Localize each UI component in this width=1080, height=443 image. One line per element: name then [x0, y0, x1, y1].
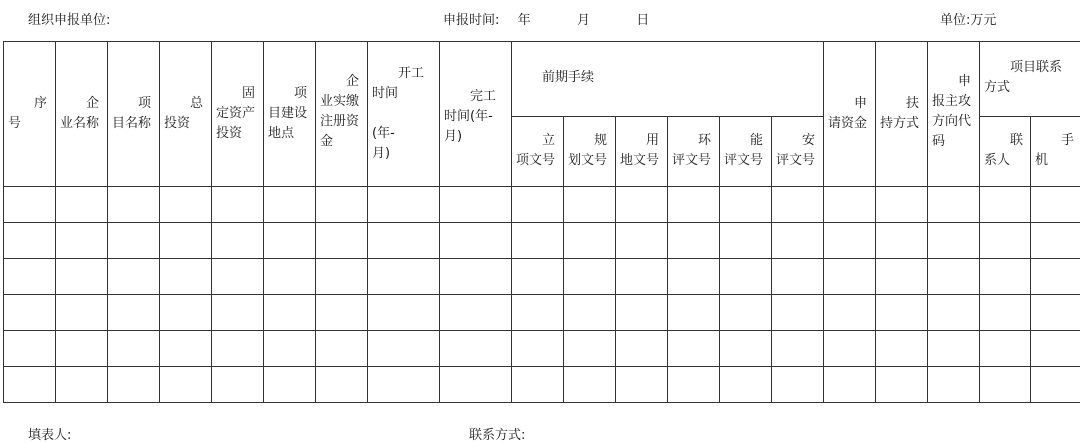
table-cell[interactable]	[876, 295, 928, 331]
table-cell[interactable]	[668, 331, 720, 367]
table-cell[interactable]	[108, 223, 160, 259]
table-cell[interactable]	[720, 223, 772, 259]
table-cell[interactable]	[928, 223, 980, 259]
table-cell[interactable]	[668, 187, 720, 223]
table-cell[interactable]	[616, 187, 668, 223]
table-cell[interactable]	[876, 223, 928, 259]
table-cell[interactable]	[264, 187, 316, 223]
table-cell[interactable]	[368, 295, 440, 331]
table-body	[4, 187, 1080, 403]
table-cell[interactable]	[564, 331, 616, 367]
table-cell[interactable]	[108, 295, 160, 331]
table-cell[interactable]	[4, 367, 56, 403]
table-cell[interactable]	[824, 187, 876, 223]
table-cell[interactable]	[564, 223, 616, 259]
table-cell[interactable]	[512, 223, 564, 259]
table-cell[interactable]	[512, 331, 564, 367]
table-cell[interactable]	[368, 331, 440, 367]
table-cell[interactable]	[980, 187, 1031, 223]
table-row	[4, 223, 1080, 259]
table-cell[interactable]	[928, 331, 980, 367]
table-cell[interactable]	[668, 295, 720, 331]
table-cell[interactable]	[56, 223, 108, 259]
table-cell[interactable]	[160, 295, 212, 331]
table-cell[interactable]	[4, 187, 56, 223]
table-cell[interactable]	[56, 259, 108, 295]
table-cell[interactable]	[316, 259, 368, 295]
table-cell[interactable]	[876, 187, 928, 223]
day-label: 日	[636, 13, 649, 28]
table-cell[interactable]	[316, 367, 368, 403]
report-table	[3, 41, 1080, 403]
col-header-contact-group: 项目联系 方式	[980, 42, 1080, 117]
table-cell[interactable]	[108, 187, 160, 223]
table-cell[interactable]	[440, 187, 512, 223]
table-cell[interactable]	[440, 259, 512, 295]
table-cell[interactable]	[264, 367, 316, 403]
table-cell[interactable]	[720, 187, 772, 223]
col-header-direction-code: 申 报主攻 方向代 码	[928, 42, 980, 187]
table-row	[4, 187, 1080, 223]
col-header-land-no: 用 地文号	[616, 117, 668, 187]
table-cell[interactable]	[824, 367, 876, 403]
table-cell[interactable]	[616, 223, 668, 259]
table-cell[interactable]	[160, 331, 212, 367]
table-cell[interactable]	[212, 187, 264, 223]
table-cell[interactable]	[212, 295, 264, 331]
table-cell[interactable]	[720, 367, 772, 403]
table-cell[interactable]	[668, 223, 720, 259]
table-cell[interactable]	[824, 295, 876, 331]
table-cell[interactable]	[212, 367, 264, 403]
table-cell[interactable]	[564, 367, 616, 403]
table-cell[interactable]	[56, 331, 108, 367]
col-header-start: 开工 时间 (年- 月)	[368, 42, 440, 187]
table-cell[interactable]	[772, 187, 824, 223]
table-cell[interactable]	[160, 367, 212, 403]
table-cell[interactable]	[440, 367, 512, 403]
table-cell[interactable]	[56, 187, 108, 223]
table-cell[interactable]	[368, 259, 440, 295]
table-cell[interactable]	[368, 223, 440, 259]
table-cell[interactable]	[616, 331, 668, 367]
col-header-planning-no: 规 划文号	[564, 117, 616, 187]
col-header-fixed-invest: 固 定资产 投资	[212, 42, 264, 187]
table-cell[interactable]	[616, 295, 668, 331]
table-cell[interactable]	[824, 259, 876, 295]
table-cell[interactable]	[1031, 259, 1080, 295]
table-cell[interactable]	[876, 259, 928, 295]
col-header-apply-fund: 申 请资金	[824, 42, 876, 187]
table-cell[interactable]	[824, 331, 876, 367]
table-cell[interactable]	[928, 367, 980, 403]
col-header-approval-no: 立 项文号	[512, 117, 564, 187]
table-cell[interactable]	[212, 259, 264, 295]
table-cell[interactable]	[876, 367, 928, 403]
table-row	[4, 259, 1080, 295]
table-cell[interactable]	[264, 331, 316, 367]
table-cell[interactable]	[564, 259, 616, 295]
table-cell[interactable]	[772, 223, 824, 259]
table-cell[interactable]	[160, 223, 212, 259]
col-header-project: 项 目名称	[108, 42, 160, 187]
col-header-phone: 手 机	[1031, 117, 1080, 187]
col-header-prelim: 前期手续	[512, 42, 824, 117]
table-cell[interactable]	[316, 295, 368, 331]
unit-label: 单位:万元	[940, 9, 996, 28]
table-cell[interactable]	[316, 223, 368, 259]
table-cell[interactable]	[980, 367, 1031, 403]
table-cell[interactable]	[264, 223, 316, 259]
table-cell[interactable]	[772, 295, 824, 331]
col-header-env-no: 环 评文号	[668, 117, 720, 187]
col-header-finish: 完工 时间(年- 月)	[440, 42, 512, 187]
table-cell[interactable]	[160, 187, 212, 223]
table-cell[interactable]	[512, 259, 564, 295]
table-row	[4, 295, 1080, 331]
table-cell[interactable]	[1031, 187, 1080, 223]
col-header-capital: 企 业实缴 注册资 金	[316, 42, 368, 187]
col-header-total-invest: 总 投资	[160, 42, 212, 187]
table-cell[interactable]	[4, 259, 56, 295]
table-cell[interactable]	[772, 259, 824, 295]
contact-label: 联系方式:	[469, 424, 525, 443]
table-cell[interactable]	[108, 367, 160, 403]
table-cell[interactable]	[316, 187, 368, 223]
filler-label: 填表人:	[28, 424, 71, 443]
table-cell[interactable]	[980, 223, 1031, 259]
table-cell[interactable]	[876, 331, 928, 367]
table-cell[interactable]	[1031, 223, 1080, 259]
table-cell[interactable]	[368, 187, 440, 223]
year-label: 年	[518, 13, 531, 28]
table-cell[interactable]	[212, 331, 264, 367]
table-cell[interactable]	[928, 295, 980, 331]
table-cell[interactable]	[668, 367, 720, 403]
table-cell[interactable]	[264, 295, 316, 331]
table-cell[interactable]	[316, 331, 368, 367]
table-cell[interactable]	[1031, 367, 1080, 403]
table-cell[interactable]	[440, 295, 512, 331]
table-cell[interactable]	[160, 259, 212, 295]
col-header-energy-no: 能 评文号	[720, 117, 772, 187]
table-cell[interactable]	[56, 295, 108, 331]
org-label: 组织申报单位:	[28, 9, 110, 28]
table-cell[interactable]	[668, 259, 720, 295]
table-cell[interactable]	[212, 223, 264, 259]
col-header-seq: 序 号	[4, 42, 56, 187]
table-cell[interactable]	[616, 259, 668, 295]
table-cell[interactable]	[440, 331, 512, 367]
table-row	[4, 367, 1080, 403]
table-cell[interactable]	[928, 187, 980, 223]
report-time	[443, 9, 649, 28]
table-cell[interactable]	[720, 295, 772, 331]
table-cell[interactable]	[564, 187, 616, 223]
month-label: 月	[577, 13, 590, 28]
table-cell[interactable]	[108, 331, 160, 367]
table-cell[interactable]	[1031, 331, 1080, 367]
table-cell[interactable]	[824, 223, 876, 259]
table-cell[interactable]	[108, 259, 160, 295]
table-cell[interactable]	[4, 331, 56, 367]
table-cell[interactable]	[4, 295, 56, 331]
table-cell[interactable]	[564, 295, 616, 331]
table-cell[interactable]	[512, 295, 564, 331]
table-cell[interactable]	[772, 331, 824, 367]
col-header-support: 扶 持方式	[876, 42, 928, 187]
table-row	[4, 331, 1080, 367]
table-cell[interactable]	[1031, 295, 1080, 331]
col-header-location: 项 目建设 地点	[264, 42, 316, 187]
table-cell[interactable]	[368, 367, 440, 403]
table-cell[interactable]	[720, 259, 772, 295]
table-cell[interactable]	[720, 331, 772, 367]
report-time-label: 申报时间:	[443, 13, 499, 28]
table-cell[interactable]	[264, 259, 316, 295]
col-header-company: 企 业名称	[56, 42, 108, 187]
col-header-safety-no: 安 评文号	[772, 117, 824, 187]
table-cell[interactable]	[980, 259, 1031, 295]
table-cell[interactable]	[928, 259, 980, 295]
table-cell[interactable]	[512, 367, 564, 403]
table-cell[interactable]	[56, 367, 108, 403]
table-cell[interactable]	[512, 187, 564, 223]
col-header-contact-person: 联 系人	[980, 117, 1031, 187]
table-cell[interactable]	[4, 223, 56, 259]
table-cell[interactable]	[440, 223, 512, 259]
table-cell[interactable]	[980, 331, 1031, 367]
table-cell[interactable]	[772, 367, 824, 403]
table-cell[interactable]	[980, 295, 1031, 331]
table-cell[interactable]	[616, 367, 668, 403]
